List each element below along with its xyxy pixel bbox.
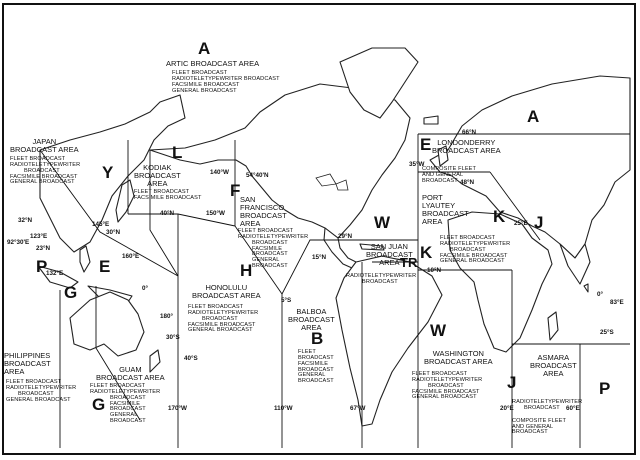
region-letter-honolulu: H [240,261,253,280]
kodiak-title: KODIAK BROADCAST AREA [134,163,181,188]
balboa-services: FLEET BROADCAST FACSIMILE BROADCAST GENERAL BROADCAST [298,349,334,385]
region-letter-philippines: P [36,257,48,276]
coord-15n: 15°N [312,254,327,261]
region-letter-asmara: J [507,373,517,392]
region-letter-guam-north: G [64,283,78,302]
coord-160e: 160°E [122,253,140,260]
honolulu-title: HONOLULU BROADCAST AREA [192,283,261,300]
land-madagascar [548,312,558,340]
coord-132e: 132°E [46,270,64,277]
land-australia [70,292,144,356]
coord-23n: 23°N [36,245,51,252]
coord-40n: 40°N [160,210,175,217]
region-letter-arctic: A [198,39,211,58]
land-iceland [424,116,438,124]
region-letter-kodiak: L [172,143,183,162]
coord-35w: 35°W [409,161,425,168]
coord-140w: 140°W [210,169,229,176]
land-philippines [80,246,90,272]
japan-title: JAPAN BROADCAST AREA [10,137,79,154]
land-africa [448,212,552,352]
coord-5s: 5°S [281,297,292,304]
region-letter-guam-e: E [99,257,111,276]
coord-0-pacific: 0° [142,285,149,292]
coord-60e: 60°E [566,405,580,412]
san-francisco-services: FLEET BROADCAST RADIOTELETYPEWRITER BROADCAST FACSIMILE BROADCAST GENERAL BROADCAST [238,228,309,270]
guam-services: FLEET BROADCAST RADIOTELETYPEWRITER BROADCAST FACSIMILE BROADCAST GENERAL BROADCAST [90,383,161,425]
honolulu-services: FLEET BROADCAST RADIOTELETYPEWRITER BROADCAST FACSIMILE BROADCAST GENERAL BROADCAST [188,304,259,334]
coord-83e: 83°E [610,299,624,306]
coord-40s: 40°S [184,355,198,362]
japan-services: FLEET BROADCAST RADIOTELETYPEWRITER BROADCAST FACSIMILE BROADCAST GENERAL BROADCAST [10,156,81,186]
land-sri-lanka [584,284,588,292]
coord-123e: 123°E [30,233,48,240]
san-francisco-title: SAN FRANCISCO BROADCAST AREA [240,195,287,228]
region-letter-balboa: B [311,329,324,348]
guam-title: GUAM BROADCAST AREA [96,365,165,382]
coord-66n: 66°N [462,129,477,136]
londonderry-services: COMPOSITE FLEET AND GENERAL BROADCAST [422,166,477,184]
asmara-title: ASMARA BROADCAST AREA [530,353,577,378]
coord-32n: 32°N [18,217,33,224]
coord-5440n: 54°40'N [246,172,269,179]
arctic-services: FLEET BROADCAST RADIOTELETYPEWRITER BROADCAST FACSIMILE BROADCAST GENERAL BROADCAST [172,70,280,94]
region-letter-washington-k: K [420,243,433,262]
san-juan-services: RADIOTELETYPEWRITER BROADCAST [346,273,417,285]
asmara-services: RADIOTELETYPEWRITER BROADCAST COMPOSITE FLEET AND GENERAL BROADCAST [512,399,583,436]
region-letter-indian-p: P [599,379,611,398]
region-letter-arctic-east: A [527,107,540,126]
coord-170w: 170°W [168,405,187,412]
kodiak-services: FLEET BROADCAST FACSIMILE BROADCAST [134,189,202,201]
port-lyautey-services: FLEET BROADCAST RADIOTELETYPEWRITER BROADCAST FACSIMILE BROADCAST GENERAL BROADCAST [440,235,511,265]
coord-30n: 30°N [106,229,121,236]
londonderry-title: LONDONDERRY BROADCAST AREA [432,138,501,155]
coord-145e: 145°E [92,221,110,228]
washington-services: FLEET BROADCAST RADIOTELETYPEWRITER BROADCAST FACSIMILE BROADCAST GENERAL BROADCAST [412,371,483,401]
coord-67w: 67°W [350,405,366,412]
region-letter-guam: G [92,395,106,414]
philippines-services: FLEET BROADCAST RADIOTELETYPEWRITER BROADCAST GENERAL BROADCAST [6,379,77,403]
san-juan-title: SAN JUAN BROADCAST AREA [366,242,413,267]
region-letter-japan: Y [102,163,114,182]
region-letter-san-juan: TR [400,255,418,270]
coord-180: 180° [160,313,174,320]
region-letter-washington: W [430,321,447,340]
arctic-title: ARTIC BROADCAST AREA [166,59,260,68]
coord-0-indian: 0° [597,291,604,298]
washington-title: WASHINGTON BROADCAST AREA [424,349,493,366]
coord-10n: 10°N [427,267,442,274]
region-letter-londonderry: E [420,135,432,154]
coord-30s: 30°S [166,334,180,341]
coord-150w: 150°W [206,210,225,217]
balboa-title: BALBOA BROADCAST AREA [288,307,335,332]
coord-25e: 25°E [514,220,528,227]
philippines-title: PHILIPPINES BROADCAST AREA [4,351,51,376]
region-letter-med-j: J [534,213,544,232]
port-lyautey-title: PORT LYAUTEY BROADCAST AREA [422,193,469,226]
coord-20e: 20°E [500,405,514,412]
coord-9230e: 92°30'E [7,239,30,246]
region-letter-san-francisco: F [230,181,241,200]
coord-48n: 48°N [460,179,475,186]
region-letter-port-lyautey: K [493,207,506,226]
coord-110w: 110°W [274,405,293,412]
region-letter-washington-north: W [374,213,391,232]
coord-25s: 25°S [600,329,614,336]
coord-29n: 29°N [338,233,353,240]
